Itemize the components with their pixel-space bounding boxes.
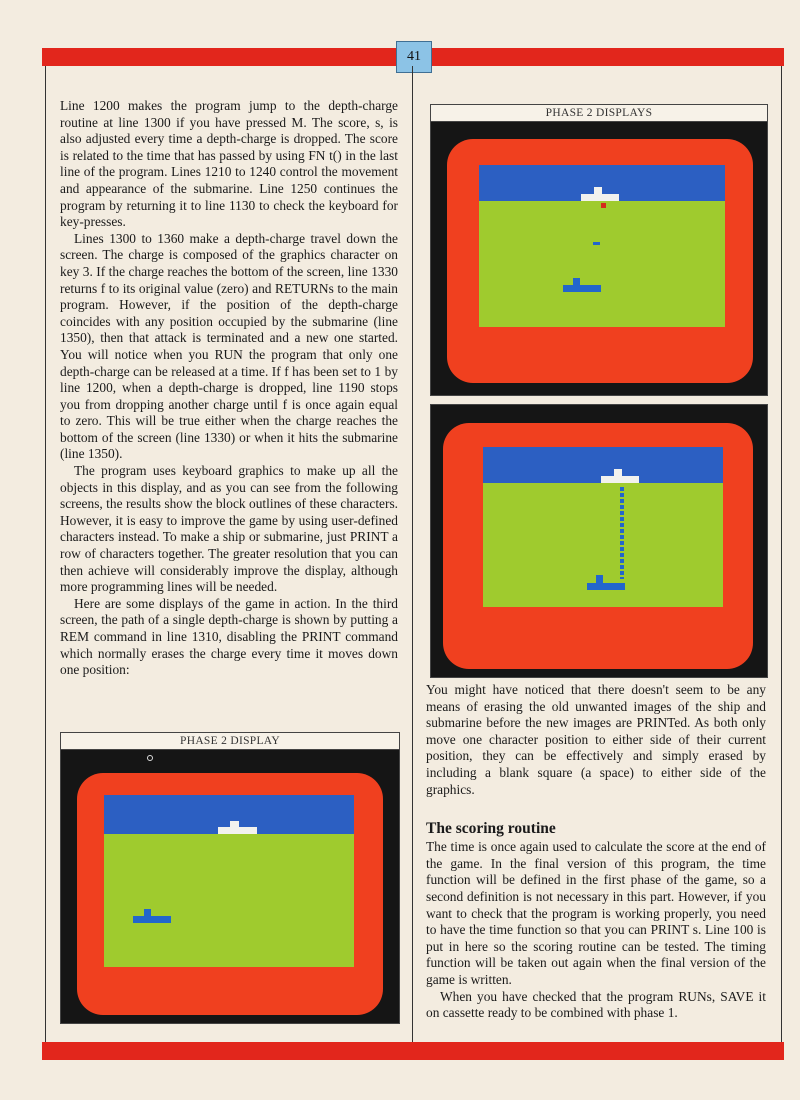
ship-tower — [594, 187, 602, 195]
submarine-tower — [573, 278, 580, 286]
tv-frame — [443, 423, 753, 669]
submarine-sprite — [133, 916, 171, 923]
depth-charge — [593, 242, 600, 245]
page-number: 41 — [396, 41, 432, 73]
ship-tower — [230, 821, 239, 828]
screen-dot — [147, 755, 153, 761]
screen-figure-right-middle — [430, 404, 768, 678]
right-column-text — [426, 682, 766, 1022]
screen-figure-left — [60, 732, 400, 1024]
sea-area — [104, 834, 354, 967]
submarine-tower — [144, 909, 151, 917]
left-paragraph-2: Lines 1300 to 1360 make a depth-charge travel down the screen. The charge is composed of the graphics character on key 3. If the charge reaches the bottom of the screen, line 1330 returns f to its original value (zero) and RETURNs to the main program. However, if the position of the depth-charge coincides with any position occupied by the submarine (line 1350), then that attack is terminated and a new one started. You will notice when you RUN the program that only one depth-charge can be released at a time. If f has been set to 1 by line 1200, when a depth-charge is dropped, line 1190 stops you from dropping another charge until f is once again equal to zero. This will be true either when the charge reaches the bottom of the screen (line 1330) or when it hits the submarine (line 1350). — [60, 230, 398, 462]
sea-area — [479, 201, 725, 327]
section-heading-scoring: The scoring routine — [426, 820, 556, 838]
tv-frame — [77, 773, 383, 1015]
screen-figure-right-top — [430, 104, 768, 396]
right-paragraph-1: You might have noticed that there doesn't seem to be any means of erasing the old unwanted images of the ship and submarine before the new images are PRINTed. As both only move one character position to either side of their current position, they can be effectively and simply erased by including a blank square (a space) to either side of the graphics. — [426, 682, 766, 797]
left-paragraph-3: The program uses keyboard graphics to make up all the objects in this display, and as you can see from the following screens, the results show the block outlines of these characters. However, it is easy to improve the game by using user-defined characters instead. To make a ship or submarine, just PRINT a row of characters together. The greater resolution that you can then achieve will considerably improve the display, although more programming lines will be needed. — [60, 463, 398, 595]
ship-sprite — [601, 476, 639, 483]
depth-charge-marker — [601, 203, 606, 208]
scoring-paragraph-2: When you have checked that the program RUNs, SAVE it on cassette ready to be combined with phase 1. — [426, 988, 766, 1021]
ship-sprite — [218, 827, 257, 834]
ship-sprite — [581, 194, 619, 201]
left-column-rule — [45, 66, 46, 1042]
left-paragraph-4: Here are some displays of the game in action. In the third screen, the path of a single depth-charge is shown by putting a REM command in line 1310, disabling the PRINT command which normally erases the charge every time it moves down one position: — [60, 595, 398, 678]
submarine-tower — [596, 575, 603, 584]
figure-caption-left: PHASE 2 DISPLAY — [61, 733, 399, 750]
right-column-rule — [781, 66, 782, 1042]
ship-tower — [614, 469, 622, 477]
center-column-rule — [412, 66, 413, 1042]
submarine-sprite — [563, 285, 601, 292]
left-column-text — [60, 98, 398, 679]
submarine-sprite — [587, 583, 625, 590]
figure-caption-right: PHASE 2 DISPLAYS — [431, 105, 767, 122]
bottom-red-band — [42, 1042, 784, 1060]
tv-frame — [447, 139, 753, 383]
depth-charge-trail — [620, 487, 624, 579]
scoring-paragraph-1: The time is once again used to calculate the score at the end of the game. In the final version of this program, the time function will be defined in the first phase of the game, so a second definition is not necessary in this part. However, if you want to check that the program is working properly, you need to have the time function so that you can PRINT s. Line 100 is put in here so the scoring routine can be tested. The timing function will be taken out again when the final version of the game is written. — [426, 839, 766, 987]
left-paragraph-1: Line 1200 makes the program jump to the depth-charge routine at line 1300 if you have pressed M. The score, s, is also adjusted every time a depth-charge is dropped. The score is related to the time that has passed by using FN t() in the last line of the program. Lines 1210 to 1240 control the movement and appearance of the submarine. Line 1250 continues the program by returning it to line 1130 to check the keyboard for key-presses. — [60, 98, 398, 230]
